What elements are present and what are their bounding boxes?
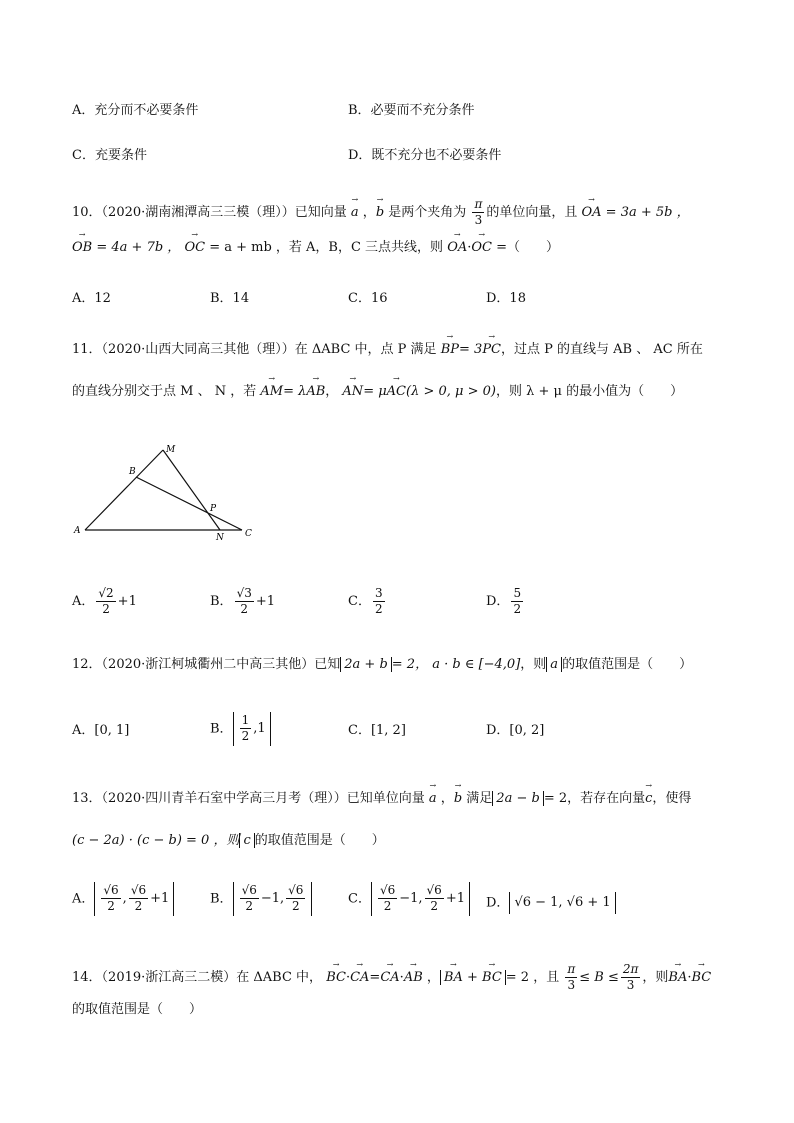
frac-den: 2: [430, 899, 438, 913]
vector-bc-3: → BC: [692, 969, 712, 987]
interval-tail: +1: [150, 891, 170, 906]
q10-option-d[interactable]: D．18: [486, 291, 526, 306]
q14-text: 14．（2019·浙江高三二模）在 ΔABC 中，: [72, 970, 323, 985]
q9-option-a[interactable]: A．充分而不必要条件: [72, 103, 199, 118]
frac-den: 2: [240, 602, 249, 616]
label-c: C: [245, 529, 252, 539]
q12-text: 12．（2020·浙江柯城衢州二中高三其他）已知: [72, 657, 341, 672]
q10-option-a[interactable]: A．12: [72, 291, 111, 306]
vector-bc: → BC: [326, 969, 346, 987]
q13-mid: 满足: [466, 791, 493, 806]
frac-num: √6: [379, 883, 396, 897]
q12-then: ，则: [520, 657, 547, 672]
q14-line2: 的取值范围是（ ）: [72, 1002, 203, 1017]
q9-option-c[interactable]: C．充要条件: [72, 148, 147, 163]
q10-option-b[interactable]: B．14: [210, 291, 250, 306]
frac-num: √6: [130, 883, 147, 897]
vector-ca-2: → CA: [380, 969, 399, 987]
q13-abs-expr: 2a − b: [492, 791, 544, 806]
vector-ca: → CA: [350, 969, 369, 987]
q13-end: ，使得: [652, 791, 692, 806]
vector-an: → AN: [342, 383, 363, 401]
q11-eq-mu: = μ: [363, 384, 387, 399]
q9-option-d[interactable]: D．既不充分也不必要条件: [348, 148, 502, 163]
q13-option-c[interactable]: [348, 882, 470, 916]
option-letter: B．: [210, 891, 233, 907]
option-letter: B．: [210, 721, 233, 737]
dot: ·: [399, 970, 404, 985]
interval-tail: +1: [445, 891, 465, 906]
q12-abs-a: a: [546, 657, 562, 672]
q11-option-b[interactable]: [210, 586, 275, 617]
option-tail: +1: [117, 594, 137, 609]
q11-text2: 的直线分别交于点 M 、 N ，若: [72, 384, 257, 399]
q12-option-a[interactable]: A．[0, 1]: [72, 723, 130, 738]
frac-den: 2: [102, 602, 110, 616]
q12-option-c[interactable]: C．[1, 2]: [348, 723, 406, 738]
q13-condition: (c − 2a) · (c − b) = 0 ，则: [72, 833, 240, 848]
vector-bp: → BP: [441, 341, 459, 359]
vector-c: → c: [645, 790, 652, 808]
line-am: [85, 450, 163, 530]
q10-prefix: 10．（2020·湖南湘潭高三三模（理））已知向量: [72, 205, 347, 220]
bracket-interval: [371, 882, 470, 916]
interval-mid: −1,: [399, 891, 423, 906]
q10-oc-eq: = a + mb ，若 A，B，C 三点共线，则: [209, 240, 444, 255]
q11-line2: 的直线分别交于点 M 、 N ，若 → AM= λ→ AB， → AN= μ→ AC(λ > 0, μ > 0)，则 λ + μ 的最小值为（ ）: [72, 383, 683, 401]
frac-num: 3: [374, 586, 383, 600]
vector-ab-14: → AB: [404, 969, 423, 987]
q10-ob-eq: = 4a + 7b ，: [96, 240, 181, 255]
frac-num: π: [567, 962, 576, 976]
vector-ab: → AB: [306, 383, 325, 401]
label-m: M: [166, 445, 176, 455]
frac-den: 2: [107, 899, 115, 913]
vector-oa-2: → OA: [447, 239, 467, 257]
q10-line2: → OB = 4a + 7b ， → OC = a + mb ，若 A，B，C 三点共线，则 → OA·→ OC =（ ）: [72, 239, 559, 257]
q12-tail: 的取值范围是（ ）: [562, 657, 693, 672]
label-n: N: [216, 533, 224, 543]
option-tail: +1: [255, 594, 276, 609]
label-b: B: [129, 467, 136, 477]
vector-ac: → AC: [387, 383, 406, 401]
option-letter: A．: [72, 594, 95, 609]
dot: ·: [345, 970, 351, 985]
option-letter: C．: [348, 891, 371, 907]
frac-num: √6: [426, 883, 442, 897]
vector-bc-2: → BC: [482, 969, 502, 987]
q11-eq: = 3: [459, 342, 483, 357]
frac-den: 2: [245, 899, 254, 913]
q13-tail: 的取值范围是（ ）: [254, 833, 385, 848]
frac-num: √6: [103, 883, 119, 897]
option-letter: B．: [210, 594, 233, 609]
q14-abs-eq: = 2 ，且: [505, 970, 560, 985]
option-letter: A．: [72, 891, 95, 907]
frac-den: 2: [241, 729, 250, 743]
frac-den: 3: [626, 978, 635, 992]
q10-option-c[interactable]: C．16: [348, 291, 388, 306]
bracket-interval: [233, 882, 313, 916]
q13-text: 13．（2020·四川青羊石室中学高三月考（理））已知单位向量: [72, 791, 425, 806]
bracket-interval: [233, 712, 271, 746]
triangle-figure: [70, 440, 270, 544]
frac-num: 5: [513, 586, 522, 600]
vector-oc-2: → OC: [471, 239, 492, 257]
frac-num: √6: [288, 883, 304, 897]
q11-option-c[interactable]: [348, 586, 387, 617]
frac-3-over-2: [373, 586, 385, 617]
q14-then: ，则: [642, 970, 669, 985]
q12-option-d[interactable]: D．[0, 2]: [486, 723, 545, 738]
q10-line2-end: =（ ）: [496, 240, 560, 255]
bracket-interval: √6 − 1, √6 + 1: [509, 892, 615, 914]
q11-line2-end: ，则 λ + μ 的最小值为（ ）: [495, 384, 684, 399]
q12-option-b[interactable]: [210, 712, 271, 746]
frac-num: 2π: [622, 962, 639, 976]
vector-oc: → OC: [184, 239, 205, 257]
frac-den: 3: [567, 978, 576, 992]
q13-eq: = 2，若存在向量: [543, 791, 646, 806]
frac-num: √6: [241, 883, 257, 897]
bracket-interval: $\frac{√6}{2}$ , $\frac{√6}{2}$ +1: [94, 882, 174, 916]
vector-pc: → PC: [482, 341, 501, 359]
frac-sqrt3-over-2: [235, 586, 254, 617]
q11-text1: 11．（2020·山西大同高三其他（理））在 ΔABC 中，点 P 满足: [72, 342, 437, 357]
label-p: P: [210, 504, 217, 514]
q13-option-a[interactable]: [72, 882, 174, 916]
q14-ineq: ≤ B ≤: [579, 970, 619, 985]
q11-line1: [72, 341, 703, 359]
equals: =: [369, 970, 381, 985]
vector-a: → a: [351, 204, 359, 222]
frac-5-over-2: [511, 586, 523, 617]
frac-pi-3: [565, 962, 577, 993]
vector-ba-2: → BA: [668, 969, 687, 987]
vector-b-13: → b: [454, 790, 462, 808]
q11-eq-lambda: = λ: [283, 384, 307, 399]
frac-den: 2: [134, 899, 143, 913]
vector-am: → AM: [260, 383, 283, 401]
frac-num: 1: [241, 713, 250, 727]
option-letter: D．: [486, 594, 510, 609]
q12-condition: = 2， a · b ∈ [−4,0]: [391, 657, 521, 672]
q11-line1-end: ，过点 P 的直线与 AB 、 AC 所在: [501, 342, 703, 357]
q13-option-b[interactable]: [210, 882, 312, 916]
label-a: A: [74, 526, 81, 536]
q10-eq1: = 3a + 5b ，: [605, 205, 690, 220]
frac-sqrt2-over-2: [96, 586, 115, 617]
interval-mid: −1,: [260, 891, 285, 906]
pi-over-3: $\frac{\pi}{3}$: [474, 197, 483, 227]
frac-den: 2: [374, 602, 383, 616]
q10-line1: 10．（2020·湖南湘潭高三三模（理））已知向量 → a ，→ b 是两个夹角为 $\frac{\pi}{3}$ 的单位向量，且 → OA = 3a + 5b ，: [72, 197, 690, 228]
vector-b: → b: [376, 204, 384, 222]
vector-ob: → OB: [72, 239, 92, 257]
option-letter: C．: [348, 594, 371, 609]
frac-den: 2: [513, 602, 522, 616]
q13-line1: 13．（2020·四川青羊石室中学高三月考（理））已知单位向量 → a ，→ b 满足 2a − b = 2，若存在向量→ c，使得: [72, 790, 691, 808]
q12-abs-expr: 2a + b: [340, 657, 392, 672]
vector-ba: → BA: [444, 969, 463, 987]
q12-line1: [72, 656, 692, 674]
vector-oa: → OA: [581, 204, 601, 222]
q11-option-d[interactable]: [486, 586, 525, 617]
q10-mid: 是两个夹角为: [388, 205, 467, 220]
q9-option-b[interactable]: B．必要而不充分条件: [348, 103, 475, 118]
frac-den: 2: [383, 899, 392, 913]
q13-line2: [72, 832, 385, 850]
q14-line1: 14．（2019·浙江高三二模）在 ΔABC 中， → BC·→ CA=→ CA·→ AB ，→ BA + → BC = 2 ，且 $\frac{\pi}{3}$ ≤ B ≤ $\frac{2\pi}{3}$ ，则→ BA·→ BC: [72, 962, 711, 993]
frac-den: 2: [291, 899, 300, 913]
q11-option-a[interactable]: [72, 586, 137, 617]
q13-abs-c: c: [239, 833, 254, 848]
q13-option-d[interactable]: [486, 892, 616, 914]
option-letter: D．: [486, 895, 510, 911]
frac-num: √3: [236, 586, 252, 600]
line-bc: [136, 477, 242, 530]
frac-2pi-3: [621, 962, 641, 993]
q11-condition: (λ > 0, μ > 0): [406, 384, 496, 399]
frac-num: √2: [98, 586, 114, 600]
q10-end: 的单位向量，且: [486, 205, 578, 220]
vector-a-13: → a: [429, 790, 437, 808]
line-mn: [163, 450, 220, 530]
interval-tail: ,1: [253, 721, 266, 736]
